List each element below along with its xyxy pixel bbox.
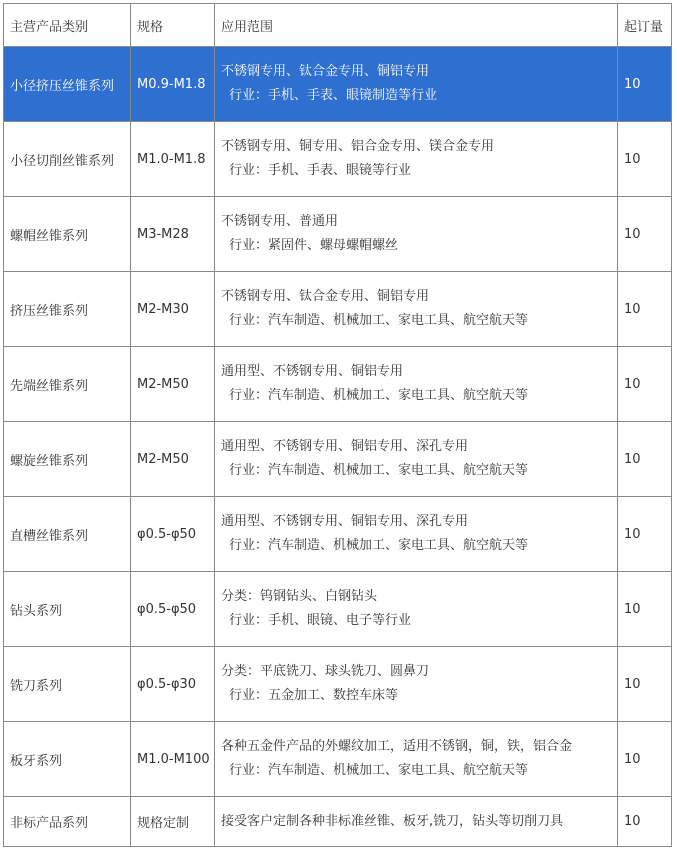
- cell-category: 钻头系列: [4, 572, 131, 647]
- header-application: 应用范围: [215, 4, 618, 47]
- cell-application: [215, 197, 618, 272]
- cell-moq: 10: [618, 122, 672, 197]
- cell-moq: 10: [618, 422, 672, 497]
- application-line: 通用型、不锈钢专用、铜铝专用: [221, 364, 404, 379]
- cell-spec: 规格定制: [131, 797, 215, 847]
- cell-application: [215, 722, 618, 797]
- cell-spec: M1.0-M100: [131, 722, 215, 797]
- table-row[interactable]: [4, 422, 672, 497]
- application-line: 通用型、不锈钢专用、铜铝专用、深孔专用: [221, 514, 469, 529]
- cell-moq: 10: [618, 647, 672, 722]
- header-category: 主营产品类别: [4, 4, 131, 47]
- cell-category: 铣刀系列: [4, 647, 131, 722]
- cell-spec: M2-M30: [131, 272, 215, 347]
- cell-application: [215, 272, 618, 347]
- table-row[interactable]: [4, 647, 672, 722]
- cell-application: [215, 422, 618, 497]
- cell-moq: 10: [618, 572, 672, 647]
- cell-category: 螺旋丝锥系列: [4, 422, 131, 497]
- table-row[interactable]: [4, 272, 672, 347]
- product-table: [3, 3, 672, 847]
- application-line: 不锈钢专用、钛合金专用、铜铝专用: [221, 64, 430, 79]
- cell-moq: 10: [618, 797, 672, 847]
- cell-moq: 10: [618, 497, 672, 572]
- cell-application: [215, 47, 618, 122]
- cell-application: [215, 497, 618, 572]
- application-line: 行业：手机、眼镜、电子等行业: [229, 613, 412, 628]
- application-line: 各种五金件产品的外螺纹加工，适用不锈钢，铜，铁，铝合金: [221, 739, 573, 754]
- cell-category: 小径切削丝锥系列: [4, 122, 131, 197]
- header-moq: 起订量: [618, 4, 672, 47]
- table-row[interactable]: [4, 47, 672, 122]
- table-row[interactable]: [4, 797, 672, 847]
- application-line: 分类：平底铣刀、球头铣刀、圆鼻刀: [221, 664, 430, 679]
- application-line: 通用型、不锈钢专用、铜铝专用、深孔专用: [221, 439, 469, 454]
- cell-spec: M1.0-M1.8: [131, 122, 215, 197]
- table-header-row: [4, 4, 672, 47]
- cell-application: [215, 647, 618, 722]
- table-row[interactable]: [4, 197, 672, 272]
- cell-moq: 10: [618, 47, 672, 122]
- cell-moq: 10: [618, 272, 672, 347]
- application-line: 行业：汽车制造、机械加工、家电工具、航空航天等: [229, 463, 529, 478]
- application-line: 行业：五金加工、数控车床等: [229, 688, 399, 703]
- application-line: 分类：钨钢钻头、白钢钻头: [221, 589, 378, 604]
- cell-application: [215, 122, 618, 197]
- cell-moq: 10: [618, 722, 672, 797]
- application-line: 行业：紧固件、螺母螺帽螺丝: [229, 238, 399, 253]
- table-row[interactable]: [4, 572, 672, 647]
- cell-category: 板牙系列: [4, 722, 131, 797]
- application-line: 不锈钢专用、普通用: [221, 214, 339, 229]
- cell-spec: φ0.5-φ50: [131, 497, 215, 572]
- cell-spec: M2-M50: [131, 422, 215, 497]
- cell-spec: M2-M50: [131, 347, 215, 422]
- cell-category: 非标产品系列: [4, 797, 131, 847]
- cell-spec: M0.9-M1.8: [131, 47, 215, 122]
- application-line: 行业：汽车制造、机械加工、家电工具、航空航天等: [229, 313, 529, 328]
- cell-moq: 10: [618, 197, 672, 272]
- application-line: 行业：手机、手表、眼镜制造等行业: [229, 88, 438, 103]
- cell-category: 直槽丝锥系列: [4, 497, 131, 572]
- cell-spec: φ0.5-φ50: [131, 572, 215, 647]
- table-row[interactable]: [4, 347, 672, 422]
- application-line: 行业：汽车制造、机械加工、家电工具、航空航天等: [229, 388, 529, 403]
- application-line: 行业：汽车制造、机械加工、家电工具、航空航天等: [229, 538, 529, 553]
- cell-category: 挤压丝锥系列: [4, 272, 131, 347]
- cell-application: [215, 347, 618, 422]
- application-line: 行业：手机、手表、眼镜等行业: [229, 163, 412, 178]
- table-row[interactable]: [4, 722, 672, 797]
- table-row[interactable]: [4, 122, 672, 197]
- application-line: 行业：汽车制造、机械加工、家电工具、航空航天等: [229, 763, 529, 778]
- table-row[interactable]: [4, 497, 672, 572]
- header-spec: 规格: [131, 4, 215, 47]
- application-line: 接受客户定制各种非标准丝锥、板牙,铣刀，钻头等切削刀具: [221, 813, 564, 829]
- cell-category: 先端丝锥系列: [4, 347, 131, 422]
- application-line: 不锈钢专用、钛合金专用、铜铝专用: [221, 289, 430, 304]
- cell-spec: φ0.5-φ30: [131, 647, 215, 722]
- cell-application: [215, 797, 618, 847]
- cell-category: 小径挤压丝锥系列: [4, 47, 131, 122]
- application-line: 不锈钢专用、铜专用、铝合金专用、镁合金专用: [221, 139, 495, 154]
- cell-spec: M3-M28: [131, 197, 215, 272]
- cell-category: 螺帽丝锥系列: [4, 197, 131, 272]
- cell-application: [215, 572, 618, 647]
- cell-moq: 10: [618, 347, 672, 422]
